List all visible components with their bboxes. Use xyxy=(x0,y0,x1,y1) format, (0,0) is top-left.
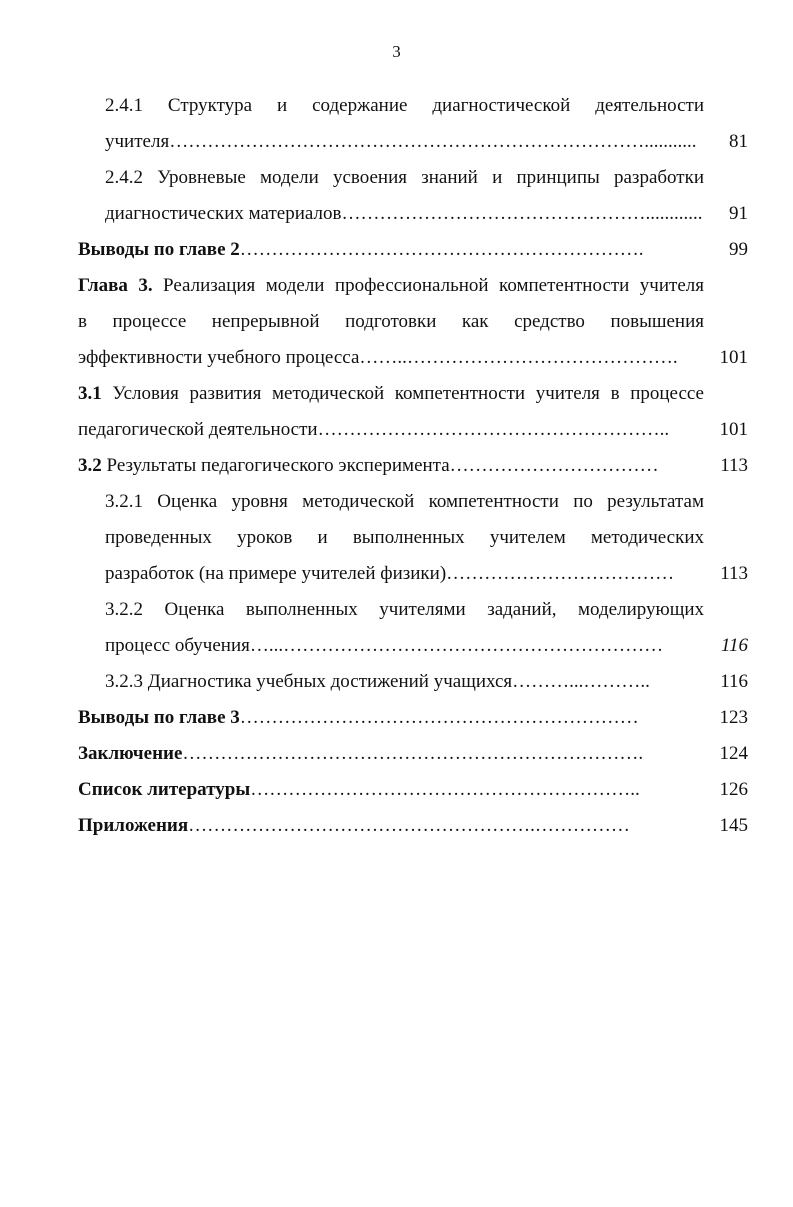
toc-line: 3.2.1 Оценка уровня методической компетентности по результатам xyxy=(105,491,704,512)
toc-page: 113 xyxy=(720,455,748,476)
toc-line-last: Заключение………………………………………………………………. xyxy=(78,743,644,764)
toc-entry-appendices xyxy=(78,808,750,844)
toc-line-last: эффективности учебного процесса……..……………………………………. xyxy=(78,347,678,368)
toc-page: 99 xyxy=(729,239,748,260)
toc-page: 126 xyxy=(719,779,748,800)
toc-page: 91 xyxy=(729,203,748,224)
toc-page: 101 xyxy=(719,419,748,440)
toc-line-last: Список литературы…………………………………………………….. xyxy=(78,779,640,800)
toc-line: 3.1 Условия развития методической компетентности учителя в процессе xyxy=(78,383,704,404)
toc-entry-conclusions-2 xyxy=(78,232,750,268)
toc-entry-conclusions-3 xyxy=(78,700,750,736)
toc-entry-3-2 xyxy=(78,448,750,484)
page-number: 3 xyxy=(392,42,401,61)
toc-line-last: 3.2 Результаты педагогического эксперимента…………………………… xyxy=(78,455,659,476)
toc-page: 116 xyxy=(720,635,748,656)
toc-line: Глава 3. Реализация модели профессиональной компетентности учителя xyxy=(78,275,704,296)
toc-page: 116 xyxy=(720,671,748,692)
toc-page: 123 xyxy=(719,707,748,728)
toc-page: 124 xyxy=(719,743,748,764)
toc-entry-3-2-3 xyxy=(78,664,750,700)
toc-line-last: педагогической деятельности……………………………………………….. xyxy=(78,419,670,440)
toc-line-last: диагностических материалов…………………………………………............ xyxy=(105,203,703,224)
toc-line-last: 3.2.3 Диагностика учебных достижений учащихся………...……….. xyxy=(105,671,650,692)
toc-line: в процессе непрерывной подготовки как средство повышения xyxy=(78,311,704,332)
toc-line-last: Приложения……………………………………………….…………… xyxy=(78,815,630,836)
toc-entry-chapter-3 xyxy=(78,268,750,376)
toc-line: 2.4.1 Структура и содержание диагностической деятельности xyxy=(105,95,704,116)
toc-line: 2.4.2 Уровневые модели усвоения знаний и принципы разработки xyxy=(105,167,704,188)
toc-entry-3-1 xyxy=(78,376,750,448)
toc-line-last: учителя…………………………………………………………………........... xyxy=(105,131,697,152)
toc-line-last: процесс обучения…...…………………………………………………… xyxy=(105,635,664,656)
toc-page: 145 xyxy=(719,815,748,836)
toc-entry-2-4-2 xyxy=(78,160,750,232)
toc-entry-references xyxy=(78,772,750,808)
toc-page: 113 xyxy=(720,563,748,584)
toc-line: 3.2.2 Оценка выполненных учителями заданий, моделирующих xyxy=(105,599,704,620)
toc-line: проведенных уроков и выполненных учителем методических xyxy=(105,527,704,548)
toc-entry-3-2-1 xyxy=(78,484,750,592)
toc-entry-3-2-2 xyxy=(78,592,750,664)
toc-line-last: Выводы по главе 3……………………………………………………… xyxy=(78,707,639,728)
table-of-contents xyxy=(78,88,750,844)
toc-entry-2-4-1 xyxy=(78,88,750,160)
toc-line-last: разработок (на примере учителей физики)……………………………… xyxy=(105,563,675,584)
toc-line-last: Выводы по главе 2………………………………………………………. xyxy=(78,239,644,260)
toc-page: 81 xyxy=(729,131,748,152)
toc-page: 101 xyxy=(719,347,748,368)
toc-entry-conclusion xyxy=(78,736,750,772)
